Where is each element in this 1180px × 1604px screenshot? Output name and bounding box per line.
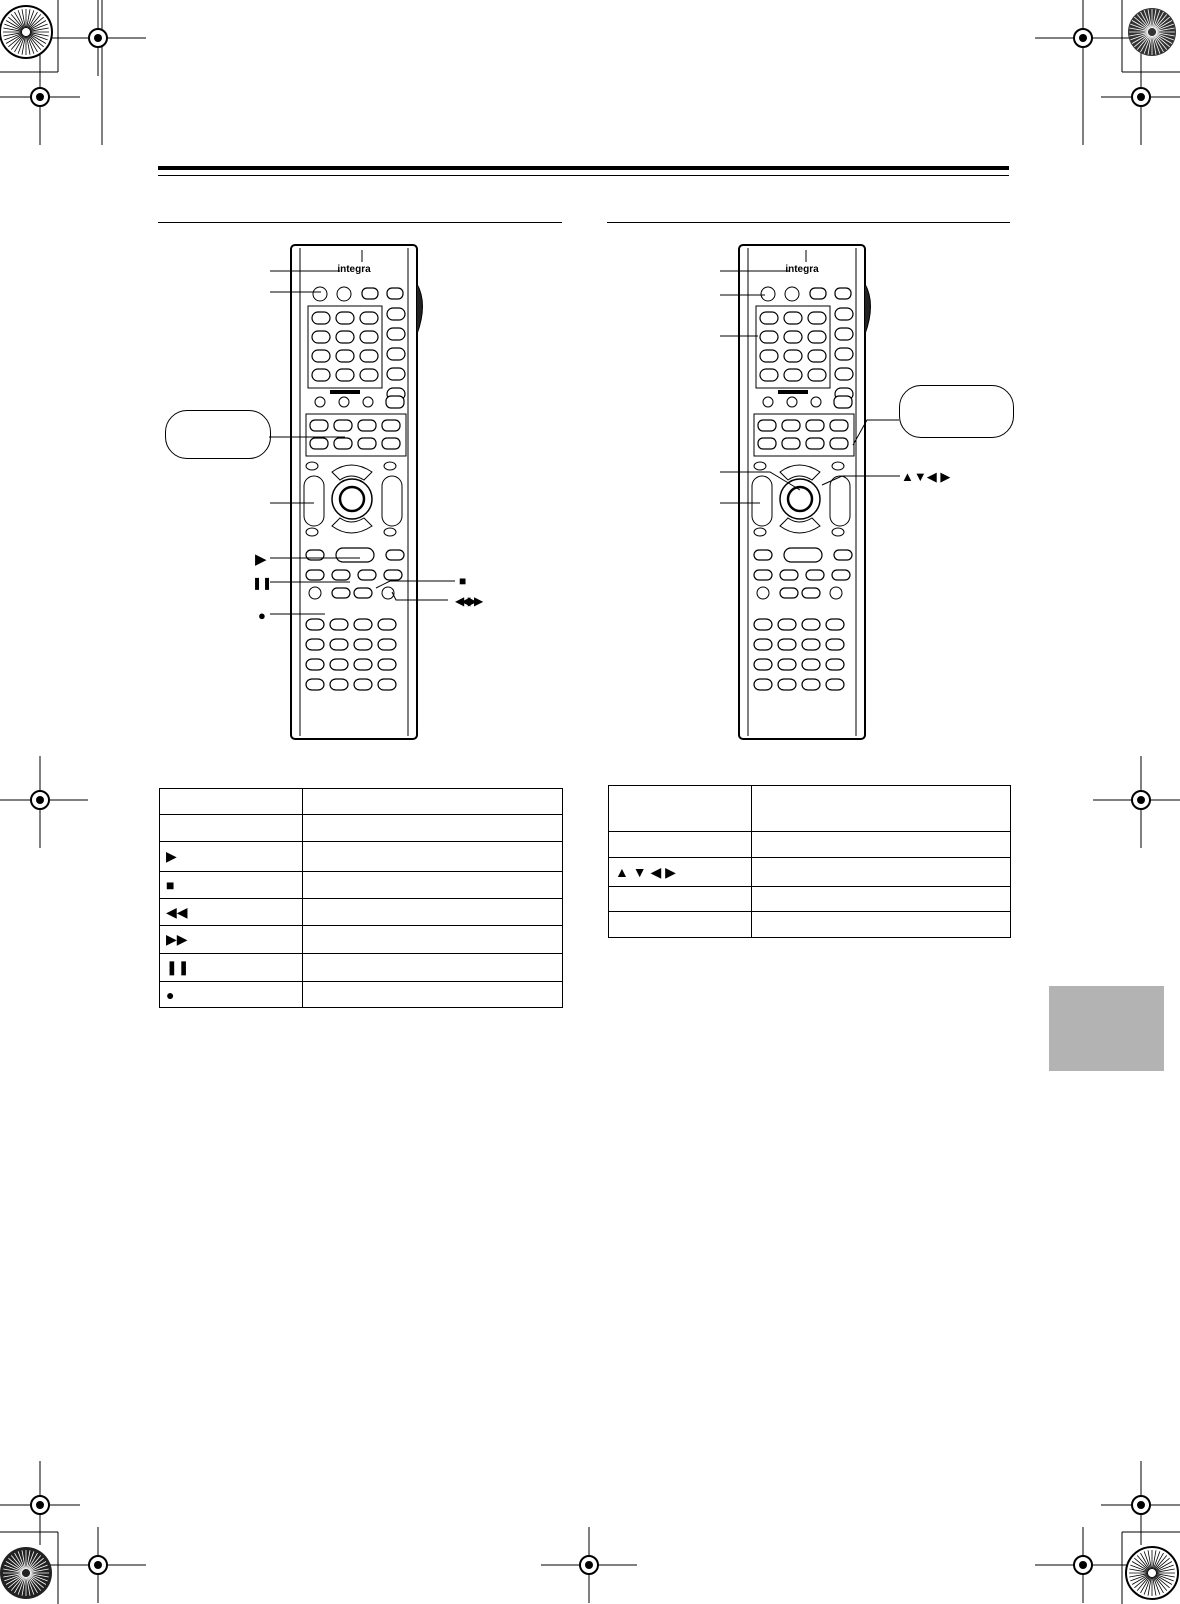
table-row — [160, 789, 563, 815]
table-key-cell: ◀◀ — [160, 899, 303, 926]
header-rule-thin — [158, 175, 1009, 176]
table-desc-cell — [752, 887, 1011, 912]
table-key-cell — [609, 887, 752, 912]
table-key-cell — [160, 789, 303, 815]
table-row — [609, 887, 1011, 912]
table-row — [160, 842, 563, 872]
table-desc-cell — [303, 789, 563, 815]
right-function-table — [608, 785, 1011, 938]
table-desc-cell — [303, 954, 563, 982]
remote-control-left — [290, 244, 440, 742]
table-row — [160, 815, 563, 842]
table-key-cell — [160, 815, 303, 842]
left-function-table — [159, 788, 563, 1008]
rew-ff-symbol: ◀◀ ▶▶ — [455, 594, 481, 608]
stop-symbol: ■ — [459, 574, 467, 588]
table-desc-cell — [303, 982, 563, 1008]
right-callout-box — [899, 385, 1014, 438]
record-symbol: ● — [258, 608, 266, 623]
arrows-symbol: ▲▼◀ ▶ — [901, 469, 951, 484]
table-key-cell: ■ — [160, 872, 303, 899]
table-key-cell — [609, 832, 752, 858]
table-row — [160, 954, 563, 982]
table-desc-cell — [752, 858, 1011, 887]
table-key-cell: ❚❚ — [160, 954, 303, 982]
table-key-cell: ● — [160, 982, 303, 1008]
table-key-cell — [609, 786, 752, 832]
table-row — [160, 872, 563, 899]
table-key-cell: ▲ ▼ ◀ ▶ — [609, 858, 752, 887]
remote-logo: integra — [785, 264, 819, 275]
table-row — [609, 786, 1011, 832]
side-index-tab — [1049, 986, 1164, 1071]
table-row — [160, 926, 563, 954]
remote-logo: integra — [337, 264, 371, 275]
table-row — [609, 858, 1011, 887]
table-desc-cell — [752, 832, 1011, 858]
table-key-cell: ▶ — [160, 842, 303, 872]
left-section-rule — [158, 222, 562, 223]
right-section-rule — [607, 222, 1010, 223]
table-desc-cell — [303, 899, 563, 926]
table-desc-cell — [303, 815, 563, 842]
header-rule-thick — [158, 166, 1009, 170]
pause-symbol: ❚❚ — [252, 576, 273, 590]
table-desc-cell — [303, 872, 563, 899]
table-desc-cell — [752, 786, 1011, 832]
table-key-cell: ▶▶ — [160, 926, 303, 954]
table-row — [609, 912, 1011, 938]
remote-control-right — [738, 244, 888, 742]
table-key-cell — [609, 912, 752, 938]
play-symbol: ▶ — [255, 551, 267, 568]
table-row — [160, 899, 563, 926]
table-row — [160, 982, 563, 1008]
table-desc-cell — [303, 842, 563, 872]
left-callout-box — [165, 410, 271, 459]
table-desc-cell — [752, 912, 1011, 938]
table-desc-cell — [303, 926, 563, 954]
table-row — [609, 832, 1011, 858]
